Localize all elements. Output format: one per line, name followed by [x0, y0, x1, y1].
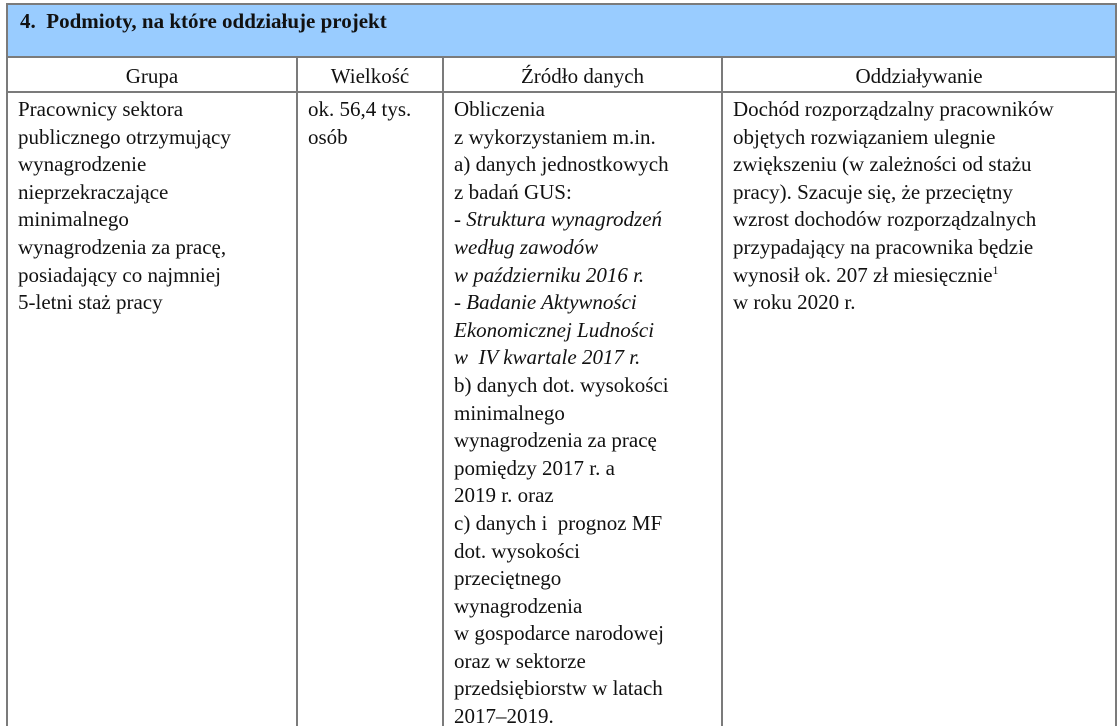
italic-text-line: w IV kwartale 2017 r.: [454, 345, 641, 370]
column-header-row: [7, 57, 1116, 92]
text-line: publicznego otrzymujący: [18, 124, 231, 149]
text-line: osób: [308, 124, 348, 149]
text-line: minimalnego: [454, 400, 565, 425]
text-line: wynagrodzenie: [18, 152, 147, 177]
text-line: przypadający na pracownika będzie: [733, 234, 1034, 259]
text-line: b) danych dot. wysokości: [454, 372, 669, 397]
text-line: dot. wysokości: [454, 538, 580, 563]
text-line: wynagrodzenia: [454, 593, 583, 618]
cell-oddzialywanie: [722, 92, 1116, 726]
italic-text-line: w październiku 2016 r.: [454, 262, 645, 287]
italic-text-line: Ekonomicznej Ludności: [454, 317, 655, 342]
column-header-wielkosc: Wielkość: [297, 57, 443, 92]
text-line: posiadający co najmniej: [18, 262, 221, 287]
section-header: [7, 4, 1116, 57]
footnote-marker[interactable]: 1: [992, 262, 999, 277]
section-header-row: [7, 4, 1116, 57]
italic-text-line: - Struktura wynagrodzeń: [454, 207, 663, 232]
text-line: Dochód rozporządzalny pracowników: [733, 97, 1054, 121]
impact-table: [6, 3, 1117, 726]
column-header-zrodlo-danych: Źródło danych: [443, 57, 722, 92]
text-line: wzrost dochodów rozporządzalnych: [733, 207, 1037, 232]
cell-zrodlo-danych: [443, 92, 722, 726]
table-row: [7, 92, 1116, 726]
text-line: ok. 56,4 tys.: [308, 97, 412, 121]
text-line: pracy). Szacuje się, że przeciętny: [733, 179, 1013, 204]
column-header-grupa: Grupa: [7, 57, 297, 92]
text-line: wynagrodzenia za pracę,: [18, 234, 227, 259]
text-line: przedsiębiorstw w latach: [454, 676, 663, 701]
section-title: Podmioty, na które oddziałuje projekt: [46, 9, 387, 33]
text-line: oraz w sektorze: [454, 648, 586, 673]
text-line: c) danych i prognoz MF: [454, 510, 663, 535]
cell-grupa: [7, 92, 297, 726]
cell-wielkosc: [297, 92, 443, 726]
text-line: nieprzekraczające: [18, 179, 169, 204]
text-line: a) danych jednostkowych: [454, 152, 669, 177]
text-line: 5-letni staż pracy: [18, 290, 163, 315]
text-line: przeciętnego: [454, 566, 562, 591]
text-line: minimalnego: [18, 207, 129, 232]
text-line: w roku 2020 r.: [733, 290, 856, 315]
text-line: Pracownicy sektora: [18, 97, 184, 121]
text-line-with-footnote: [733, 262, 1107, 290]
text-line: wynagrodzenia za pracę: [454, 428, 657, 453]
italic-text-line: - Badanie Aktywności: [454, 290, 637, 315]
text-line: pomiędzy 2017 r. a: [454, 455, 615, 480]
text-line: z wykorzystaniem m.in.: [454, 124, 656, 149]
text-line: 2019 r. oraz: [454, 483, 554, 508]
text-line: Obliczenia: [454, 97, 545, 121]
text-line: w gospodarce narodowej: [454, 621, 664, 646]
text-line: zwiększeniu (w zależności od stażu: [733, 152, 1032, 177]
column-header-oddzialywanie: Oddziaływanie: [722, 57, 1116, 92]
text-segment: wynosił ok. 207 zł miesięcznie: [733, 262, 993, 287]
text-line: objętych rozwiązaniem ulegnie: [733, 124, 996, 149]
text-line: z badań GUS:: [454, 179, 572, 204]
section-number: 4.: [20, 9, 36, 33]
text-line: 2017–2019.: [454, 704, 554, 726]
italic-text-line: według zawodów: [454, 234, 599, 259]
